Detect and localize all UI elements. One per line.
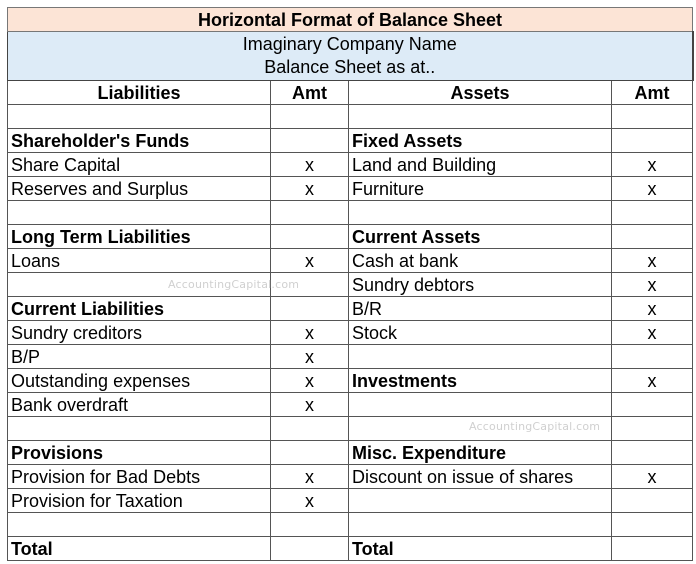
asset-amount: x: [612, 273, 693, 297]
header-assets: Assets: [349, 81, 612, 105]
liability-label: Total: [8, 537, 271, 561]
asset-label: [349, 489, 612, 513]
asset-label: Stock: [349, 321, 612, 345]
liability-label: B/P: [8, 345, 271, 369]
liability-label: [8, 201, 271, 225]
asset-amount: [612, 129, 693, 153]
asset-amount: [612, 225, 693, 249]
liability-amount: x: [271, 369, 349, 393]
asset-amount: x: [612, 153, 693, 177]
liability-label: Provision for Bad Debts: [8, 465, 271, 489]
asset-label: [349, 417, 612, 441]
company-header: [8, 32, 693, 81]
liability-label: Sundry creditors: [8, 321, 271, 345]
asset-label: Misc. Expenditure: [349, 441, 612, 465]
sheet-title: Horizontal Format of Balance Sheet: [8, 8, 693, 32]
table-row: [8, 297, 693, 321]
asset-amount: [612, 441, 693, 465]
asset-amount: [612, 105, 693, 129]
asset-label: [349, 105, 612, 129]
watermark: AccountingCapital.com: [469, 420, 601, 433]
liability-label: Provision for Taxation: [8, 489, 271, 513]
asset-amount: [612, 537, 693, 561]
table-row: [8, 249, 693, 273]
title-row: [8, 8, 693, 32]
asset-amount: x: [612, 249, 693, 273]
asset-amount: [612, 417, 693, 441]
liability-label: [8, 273, 271, 297]
liability-label: Outstanding expenses: [8, 369, 271, 393]
liability-amount: [271, 225, 349, 249]
table-row: [8, 441, 693, 465]
asset-label: Cash at bank: [349, 249, 612, 273]
liability-label: Long Term Liabilities: [8, 225, 271, 249]
asset-amount: x: [612, 321, 693, 345]
liability-label: [8, 417, 271, 441]
table-row: [8, 201, 693, 225]
liability-amount: x: [271, 321, 349, 345]
liability-amount: [271, 537, 349, 561]
watermark: AccountingCapital.com: [168, 278, 300, 291]
liability-amount: [271, 297, 349, 321]
table-row: [8, 513, 693, 537]
asset-label: B/R: [349, 297, 612, 321]
liability-amount: x: [271, 393, 349, 417]
table-row: [8, 465, 693, 489]
asset-amount: [612, 201, 693, 225]
asset-label: Discount on issue of shares: [349, 465, 612, 489]
table-row: [8, 345, 693, 369]
liability-label: Shareholder's Funds: [8, 129, 271, 153]
liability-amount: x: [271, 177, 349, 201]
asset-label: Total: [349, 537, 612, 561]
table-row: [8, 417, 693, 441]
liability-label: Share Capital: [8, 153, 271, 177]
asset-label: [349, 513, 612, 537]
liability-amount: x: [271, 489, 349, 513]
column-header-row: [8, 81, 693, 105]
asset-amount: x: [612, 177, 693, 201]
liability-amount: [271, 441, 349, 465]
table-row: [8, 177, 693, 201]
liability-amount: [271, 417, 349, 441]
asset-label: [349, 393, 612, 417]
table-row: [8, 393, 693, 417]
table-row: [8, 489, 693, 513]
asset-amount: x: [612, 297, 693, 321]
table-row: [8, 537, 693, 561]
table-row: [8, 225, 693, 249]
table-row: [8, 105, 693, 129]
asset-amount: [612, 345, 693, 369]
header-liabilities: Liabilities: [8, 81, 271, 105]
asset-amount: x: [612, 465, 693, 489]
table-row: [8, 369, 693, 393]
table-row: [8, 321, 693, 345]
asset-label: Sundry debtors: [349, 273, 612, 297]
liability-label: Loans: [8, 249, 271, 273]
header-assets-amount: Amt: [612, 81, 693, 105]
liability-amount: [271, 129, 349, 153]
liability-label: [8, 513, 271, 537]
asset-label: Fixed Assets: [349, 129, 612, 153]
asset-amount: [612, 393, 693, 417]
header-liabilities-amount: Amt: [271, 81, 349, 105]
table-row: [8, 153, 693, 177]
liability-amount: [271, 105, 349, 129]
company-name: Imaginary Company Name: [242, 34, 457, 54]
liability-label: Reserves and Surplus: [8, 177, 271, 201]
asset-label: [349, 201, 612, 225]
liability-amount: x: [271, 345, 349, 369]
asset-amount: [612, 513, 693, 537]
balance-sheet-date: Balance Sheet as at..: [264, 57, 436, 77]
asset-label: [349, 345, 612, 369]
asset-label: Furniture: [349, 177, 612, 201]
liability-label: Current Liabilities: [8, 297, 271, 321]
table-row: [8, 129, 693, 153]
asset-label: Current Assets: [349, 225, 612, 249]
company-row: [8, 32, 693, 81]
liability-amount: x: [271, 249, 349, 273]
balance-sheet-table: [7, 7, 694, 561]
liability-amount: [271, 273, 349, 297]
liability-amount: [271, 513, 349, 537]
asset-label: Land and Building: [349, 153, 612, 177]
liability-label: Bank overdraft: [8, 393, 271, 417]
asset-amount: [612, 489, 693, 513]
liability-amount: x: [271, 465, 349, 489]
asset-label: Investments: [349, 369, 612, 393]
asset-amount: x: [612, 369, 693, 393]
liability-label: [8, 105, 271, 129]
liability-amount: [271, 201, 349, 225]
table-row: [8, 273, 693, 297]
liability-label: Provisions: [8, 441, 271, 465]
liability-amount: x: [271, 153, 349, 177]
